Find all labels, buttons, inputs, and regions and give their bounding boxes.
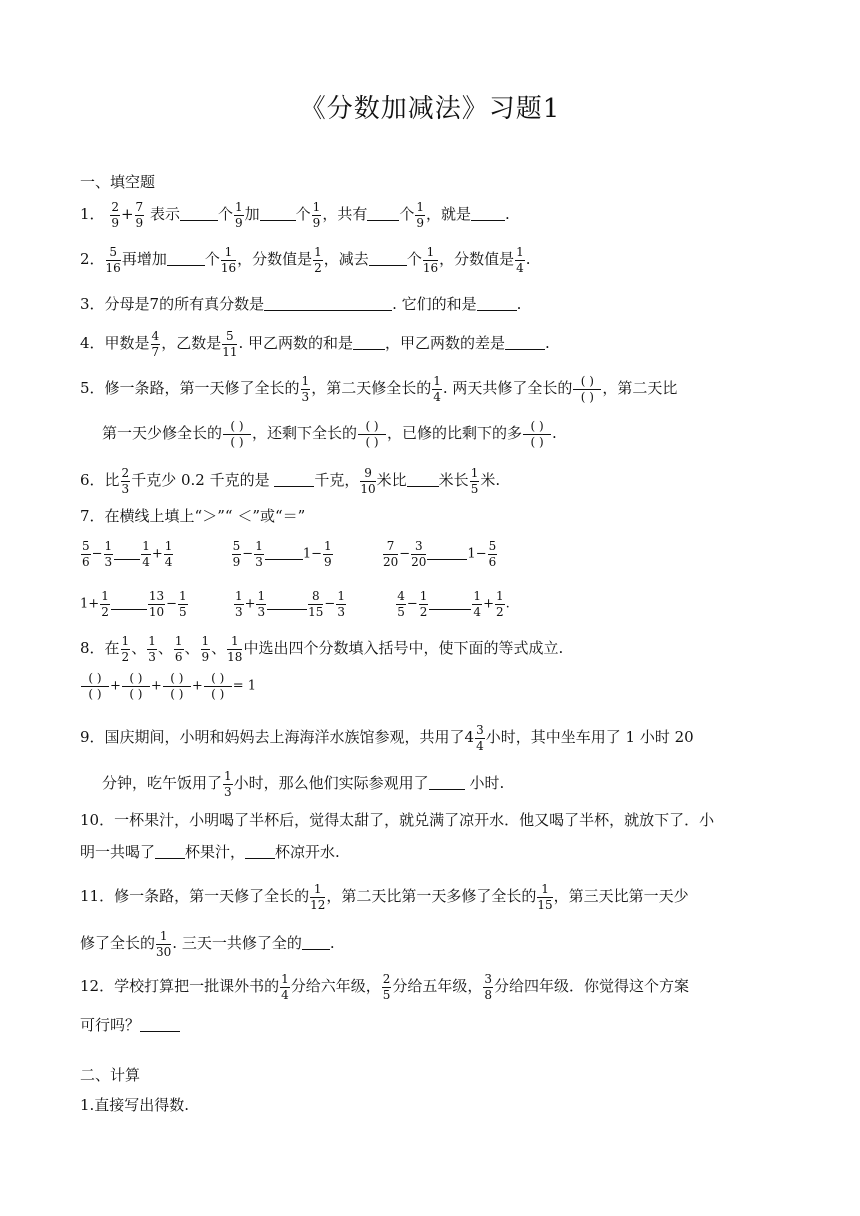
fraction [472, 590, 482, 618]
fraction-numerator: 1 [156, 930, 171, 945]
fraction-blank[interactable] [573, 375, 601, 403]
answer-blank[interactable] [155, 857, 185, 859]
fraction-denominator: 4 [433, 389, 441, 404]
fraction [475, 724, 485, 752]
fraction [156, 930, 171, 958]
fraction-numerator: 1 [324, 539, 332, 553]
fraction-numerator: 13 [148, 589, 165, 603]
fraction [227, 635, 242, 663]
fraction-numerator: 1 [201, 634, 210, 648]
fraction-blank[interactable] [358, 420, 386, 448]
fraction-numerator: ( ) [523, 420, 551, 435]
fraction-denominator: ( ) [88, 686, 102, 701]
fraction-denominator: 3 [255, 554, 263, 569]
answer-blank[interactable] [274, 485, 314, 487]
fraction-numerator: 5 [222, 330, 237, 345]
fraction-numerator: 1 [104, 539, 113, 553]
fraction-denominator: 10 [148, 604, 165, 619]
fraction-numerator: 1 [121, 634, 130, 648]
fraction-numerator: 1 [433, 374, 441, 388]
fraction-numerator: 1 [101, 589, 109, 603]
question-5-line-2: 第一天少修全长的 $\frac{( )}{( )}$ ，还剩下全长的 $\frac{( )}{( )}$ ，已修的比剩下的多 $\frac{( )}{( )}$ . [102, 419, 557, 449]
fraction [106, 246, 121, 274]
fraction-numerator: 1 [148, 634, 156, 648]
fraction-denominator: 3 [257, 604, 266, 619]
fraction-denominator: 5 [382, 987, 391, 1002]
fraction [164, 540, 174, 568]
fraction-denominator: 4 [476, 738, 484, 753]
fraction-denominator: ( ) [580, 389, 594, 404]
fraction-numerator: ( ) [573, 375, 601, 390]
fraction [483, 973, 493, 1001]
question-11-line-1: 11．修一条路，第一天修了全长的 $\frac{1}{12}$ ，第二天比第一天多修了全长的 $\frac{1}{15}$ ，第三天比第一天少 [80, 882, 689, 912]
fraction-numerator: 3 [484, 972, 493, 986]
answer-blank[interactable] [369, 264, 407, 266]
fraction [178, 590, 188, 618]
answer-blank[interactable] [302, 948, 330, 950]
fraction [201, 635, 211, 663]
section-calculation: 二、计算 [80, 1066, 141, 1084]
fraction [81, 540, 91, 568]
fraction-blank[interactable] [81, 672, 109, 700]
fraction-blank[interactable] [223, 420, 251, 448]
fraction-numerator: 4 [397, 589, 405, 603]
fraction [110, 201, 120, 229]
fraction [135, 201, 145, 229]
compare-blank[interactable] [429, 608, 471, 610]
fraction-denominator: ( ) [530, 434, 544, 449]
fraction-denominator: 2 [101, 604, 109, 619]
question-9-line-2: 分钟，吃午饭用了 $\frac{1}{3}$ 小时，那么他们实际参观用了 小时. [102, 769, 505, 799]
fraction-numerator: 1 [281, 972, 289, 986]
fraction [121, 635, 131, 663]
fraction-denominator: ( ) [365, 434, 379, 449]
fraction-blank[interactable] [163, 672, 191, 700]
fraction-numerator: 4 [151, 329, 160, 343]
fraction-denominator: 9 [324, 554, 332, 569]
fraction [151, 330, 161, 358]
compare-row-1: $\frac{5}{6}$ − $\frac{1}{3}$ $\frac{1}{4}$ + $\frac{1}{4}$ $\frac{5}{9}$ − $\frac{1}{3}$ 1− $\frac{1}{9}$ $\frac{7}{20}$ − $\frac{3}{20}$ 1− $\frac{5}{6}$ [82, 539, 497, 569]
fraction-denominator: 3 [148, 649, 156, 664]
fraction-numerator: 1 [495, 589, 504, 603]
compare-blank[interactable] [265, 558, 303, 560]
compare-blank[interactable] [427, 558, 467, 560]
fraction-numerator: 5 [488, 539, 497, 553]
answer-blank[interactable] [505, 348, 545, 350]
question-11-line-2: 修了全长的 $\frac{1}{30}$ . 三天一共修了全的 . [80, 929, 335, 959]
fraction-denominator: 18 [227, 649, 243, 664]
fraction [100, 590, 110, 618]
fraction [515, 246, 525, 274]
fraction-numerator: 1 [516, 245, 524, 259]
fraction-denominator: 9 [416, 215, 424, 230]
question-3: 3．分母是7的所有真分数是 . 它们的和是 . [80, 295, 522, 313]
fraction [312, 201, 322, 229]
answer-blank[interactable] [180, 219, 218, 221]
fraction-denominator: ( ) [211, 686, 225, 701]
fraction-numerator: 1 [224, 769, 232, 783]
question-7: 7．在横线上填上“＞”“ ＜”或“＝” [80, 507, 306, 525]
fraction-denominator: 8 [484, 987, 493, 1002]
fraction-denominator: 16 [422, 260, 439, 275]
fraction-denominator: 16 [105, 260, 121, 275]
question-12-line-1: 12．学校打算把一批课外书的 $\frac{1}{4}$ 分给六年级， $\frac{2}{5}$ 分给五年级， $\frac{3}{8}$ 分给四年级．你觉得这个方案 [80, 972, 690, 1002]
fraction [147, 635, 157, 663]
fraction-denominator: 6 [174, 649, 183, 664]
fraction [382, 973, 392, 1001]
fraction-denominator: 3 [301, 389, 310, 404]
fraction-numerator: 1 [470, 466, 479, 480]
fraction-numerator: 1 [423, 246, 438, 261]
fraction-denominator: 9 [235, 215, 243, 230]
fraction-denominator: 9 [312, 215, 321, 230]
fraction-denominator: 15 [537, 897, 553, 912]
fraction-numerator: 1 [310, 883, 325, 898]
fraction-numerator: 1 [221, 246, 236, 261]
fraction-numerator: 1 [473, 589, 482, 603]
fraction [104, 540, 114, 568]
fraction [121, 467, 131, 495]
fraction-denominator: 3 [234, 604, 243, 619]
fraction-denominator: 6 [488, 554, 497, 569]
fraction-numerator: 1 [179, 589, 187, 603]
fraction [488, 540, 498, 568]
fraction-denominator: 2 [495, 604, 504, 619]
fraction [232, 540, 242, 568]
fraction-numerator: 1 [314, 245, 322, 259]
fraction [411, 540, 426, 568]
question-8: 8．在 $\frac{1}{2}$ 、 $\frac{1}{3}$ 、 $\frac{1}{6}$ 、 $\frac{1}{9}$ 、 $\frac{1}{18}$ 中选出四个分数填入括号中，使下面的等式成立. [80, 634, 564, 664]
question-10-line-2: 明一共喝了 杯果汁， 杯凉开水. [80, 843, 340, 861]
fraction-numerator: ( ) [223, 420, 251, 435]
fraction [221, 246, 236, 274]
fraction-denominator: 10 [360, 481, 376, 496]
fraction-numerator: ( ) [358, 420, 386, 435]
fraction [141, 540, 151, 568]
fraction-numerator: 2 [111, 200, 119, 214]
fraction-numerator: 1 [234, 589, 243, 603]
fraction-numerator: 1 [257, 589, 266, 603]
fraction-numerator: 1 [255, 539, 263, 553]
question-4: 4．甲数是 $\frac{4}{7}$ ，乙数是 $\frac{5}{11}$ . 甲乙两数的和是 ，甲乙两数的差是 . [80, 329, 550, 359]
fraction-denominator: 20 [382, 554, 399, 569]
fraction [336, 590, 346, 618]
fraction [423, 246, 438, 274]
fraction-numerator: 1 [301, 374, 310, 388]
fraction-denominator: 4 [281, 987, 289, 1002]
fraction [174, 635, 184, 663]
fraction-numerator: 2 [382, 972, 391, 986]
question-2: 2． $\frac{5}{16}$ 再增加 个 $\frac{1}{16}$ ，分数值是 $\frac{1}{2}$ ，减去 个 $\frac{1}{16}$ ，分数值是 $\frac{1}{4}$ . [80, 245, 531, 275]
fraction-numerator: 1 [142, 539, 150, 553]
fraction [222, 330, 237, 358]
answer-blank[interactable] [245, 857, 275, 859]
fraction-denominator: 6 [82, 554, 90, 569]
fraction [432, 375, 442, 403]
fraction-denominator: 2 [314, 260, 322, 275]
question-5-line-1: 5．修一条路，第一天修了全长的 $\frac{1}{3}$ ，第二天修全长的 $\frac{1}{4}$ . 两天共修了全长的 $\frac{( )}{( )}$ ，第二天比 [80, 374, 678, 404]
fraction-numerator: 1 [416, 200, 424, 214]
question-6: 6．比 $\frac{2}{3}$ 千克少 0.2 千克的是 千克， $\frac{9}{10}$ 米比 米长 $\frac{1}{5}$ 米. [80, 466, 501, 496]
fraction-denominator: 7 [151, 344, 160, 359]
fraction-denominator: 9 [232, 554, 241, 569]
fraction-blank[interactable] [122, 672, 150, 700]
compare-row-2: 1+ $\frac{1}{2}$ $\frac{13}{10}$ − $\frac{1}{5}$ $\frac{1}{3}$ + $\frac{1}{3}$ $\frac{8}{15}$ − $\frac{1}{3}$ $\frac{4}{5}$ − $\frac{1}{2}$ $\frac{1}{4}$ + $\frac{1}{2}$ . [80, 589, 510, 619]
fraction-denominator: 5 [397, 604, 405, 619]
fraction [537, 883, 552, 911]
fraction-numerator: 1 [227, 635, 242, 650]
question-10-line-1: 10．一杯果汁，小明喝了半杯后，觉得太甜了，就兑满了凉开水．他又喝了半杯，就放下了．小 [80, 811, 715, 829]
fraction [234, 590, 244, 618]
fraction-denominator: 2 [419, 604, 428, 619]
fraction-numerator: ( ) [204, 672, 232, 687]
answer-blank[interactable] [353, 348, 385, 350]
fraction-numerator: 5 [232, 539, 241, 553]
fraction-denominator: 9 [201, 649, 210, 664]
fraction [234, 201, 244, 229]
fraction-denominator: 11 [222, 344, 238, 359]
fraction-denominator: 16 [220, 260, 237, 275]
calc-instruction: 1.直接写出得数. [80, 1096, 190, 1114]
fraction-denominator: 9 [135, 215, 144, 230]
fraction-denominator: 30 [156, 944, 172, 959]
fraction [223, 770, 233, 798]
section-fill-blank: 一、填空题 [80, 173, 156, 191]
fraction-denominator: 9 [111, 215, 119, 230]
fraction-denominator: 4 [142, 554, 150, 569]
fraction [495, 590, 505, 618]
fraction-denominator: 15 [308, 604, 324, 619]
fraction-denominator: 12 [310, 897, 326, 912]
compare-blank[interactable] [111, 608, 147, 610]
fraction-denominator: 4 [516, 260, 524, 275]
fraction-numerator: 9 [360, 467, 375, 482]
fraction [360, 467, 375, 495]
fraction [415, 201, 425, 229]
fraction [301, 375, 311, 403]
fraction-blank[interactable] [204, 672, 232, 700]
fraction-denominator: 4 [164, 554, 173, 569]
fraction-numerator: ( ) [122, 672, 150, 687]
fraction-denominator: ( ) [129, 686, 143, 701]
answer-blank[interactable] [407, 485, 439, 487]
fraction-denominator: ( ) [170, 686, 184, 701]
fraction-numerator: 1 [537, 883, 552, 898]
question-9-line-1: 9．国庆期间，小明和妈妈去上海海洋水族馆参观，共用了4 $\frac{3}{4}$ 小时，其中坐车用了 1 小时 20 [80, 723, 694, 753]
fraction [383, 540, 398, 568]
answer-blank[interactable] [477, 309, 517, 311]
fraction-numerator: 8 [308, 590, 323, 605]
fraction [254, 540, 264, 568]
answer-blank[interactable] [471, 219, 505, 221]
answer-blank[interactable] [429, 788, 465, 790]
fraction-denominator: 3 [104, 554, 113, 569]
fraction [419, 590, 429, 618]
fraction-numerator: 7 [383, 540, 398, 555]
fraction-numerator: 3 [476, 723, 484, 737]
answer-blank[interactable] [140, 1030, 180, 1032]
fraction-denominator: 5 [470, 481, 479, 496]
fraction-numerator: 5 [106, 246, 121, 261]
fraction-denominator: 5 [179, 604, 187, 619]
fraction-denominator: 3 [337, 604, 345, 619]
fraction-numerator: 1 [419, 589, 428, 603]
fraction [308, 590, 323, 618]
answer-blank[interactable] [167, 264, 205, 266]
fraction-numerator: 3 [411, 540, 426, 555]
fraction-numerator: 1 [174, 634, 183, 648]
fraction-numerator: 1 [164, 539, 173, 553]
question-1: 1． $\frac{2}{9}$ + $\frac{7}{9}$ 表示 个 $\frac{1}{9}$ 加 个 $\frac{1}{9}$ ，共有 个 $\frac{1}{9}$ ，就是 . [80, 200, 510, 230]
compare-blank[interactable] [114, 558, 140, 560]
fraction-numerator: ( ) [163, 672, 191, 687]
answer-blank[interactable] [367, 219, 399, 221]
fraction [396, 590, 406, 618]
answer-blank[interactable] [260, 219, 296, 221]
fraction-numerator: 5 [82, 539, 90, 553]
fraction [256, 590, 266, 618]
fraction-denominator: 3 [121, 481, 130, 496]
fraction [313, 246, 323, 274]
fraction-denominator: ( ) [230, 434, 244, 449]
page-title: 《分数加减法》习题1 [299, 94, 561, 124]
answer-blank[interactable] [264, 309, 392, 311]
fraction-denominator: 20 [411, 554, 427, 569]
fraction-denominator: 4 [473, 604, 482, 619]
fraction [148, 590, 165, 618]
fraction [310, 883, 325, 911]
fraction-numerator: 7 [135, 200, 144, 214]
fraction-denominator: 2 [121, 649, 130, 664]
compare-blank[interactable] [267, 608, 307, 610]
fraction-numerator: ( ) [81, 672, 109, 687]
fraction [280, 973, 290, 1001]
fraction-numerator: 1 [312, 200, 321, 214]
fraction [323, 540, 333, 568]
fraction [470, 467, 480, 495]
fraction-denominator: 3 [224, 784, 232, 799]
fraction-blank[interactable] [523, 420, 551, 448]
question-8-equation: $\frac{( )}{( )}$ + $\frac{( )}{( )}$ + $\frac{( )}{( )}$ + $\frac{( )}{( )}$ = 1 [80, 672, 256, 700]
fraction-numerator: 1 [337, 589, 345, 603]
fraction-numerator: 1 [235, 200, 243, 214]
fraction-numerator: 2 [121, 466, 130, 480]
question-12-line-2: 可行吗？ [80, 1018, 180, 1033]
